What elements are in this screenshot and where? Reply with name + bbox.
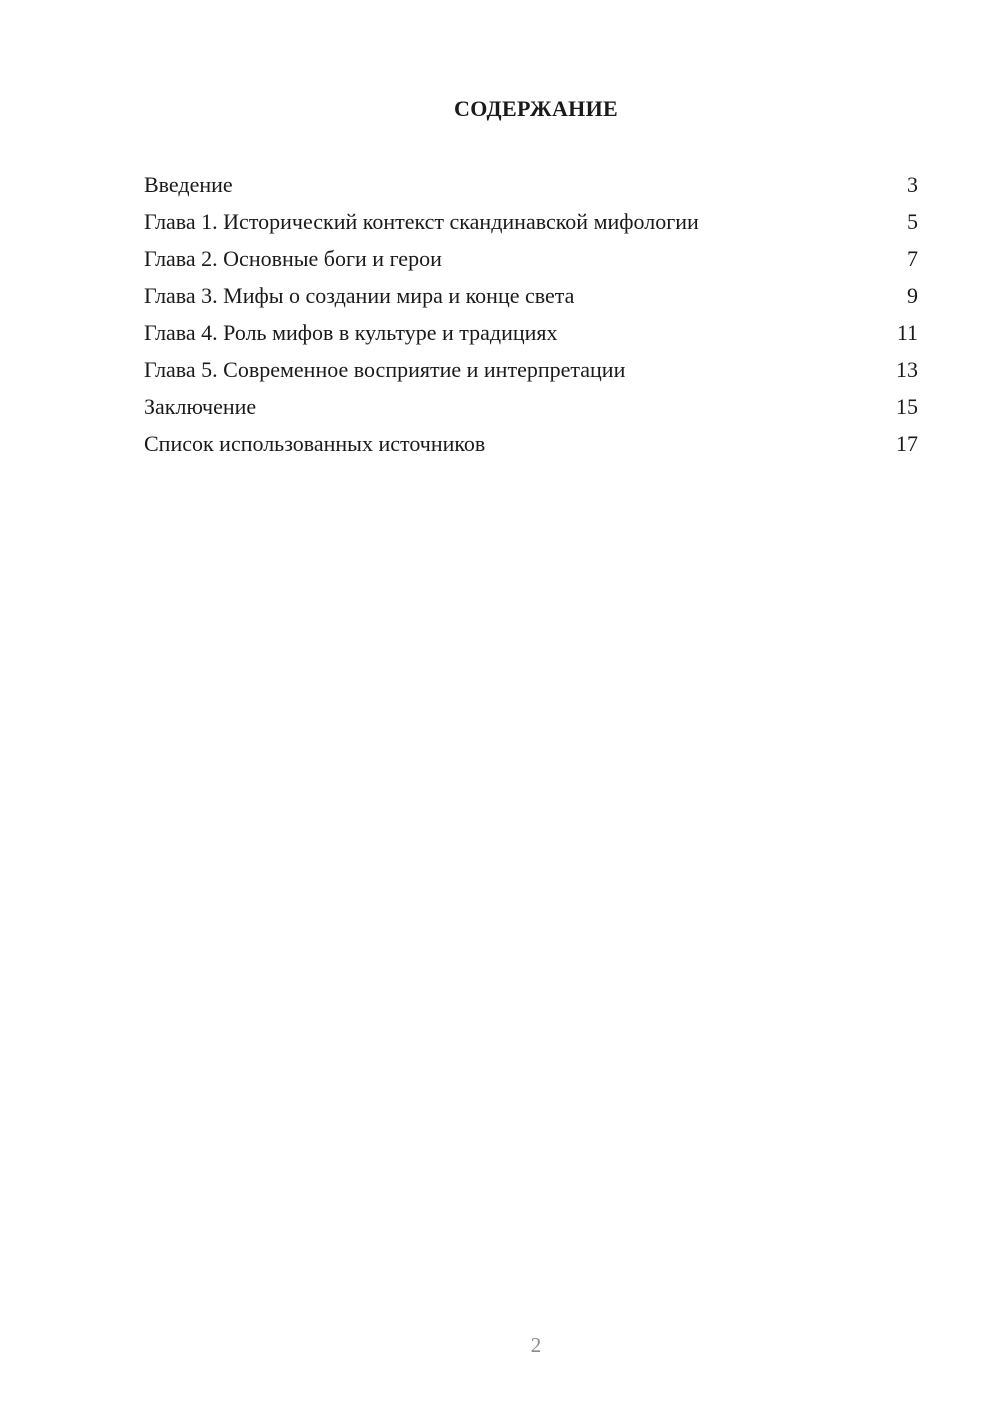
toc-entry-label: Глава 5. Современное восприятие и интерпретации — [144, 357, 626, 382]
toc-entry-label: Глава 3. Мифы о создании мира и конце света — [144, 283, 575, 308]
toc-entry-chapter-1 — [144, 207, 918, 244]
toc-entry-chapter-5 — [144, 355, 918, 392]
toc-entry-page: 3 — [907, 172, 918, 197]
toc-entry-label: Глава 4. Роль мифов в культуре и традициях — [144, 320, 558, 345]
toc-entry-page: 5 — [907, 209, 918, 234]
toc-entry-conclusion — [144, 392, 918, 429]
toc-entry-label: Список использованных источников — [144, 431, 486, 456]
toc-entry-page: 15 — [896, 394, 918, 419]
toc-entry-page: 11 — [896, 320, 918, 345]
toc-entry-page: 17 — [896, 431, 918, 456]
toc-entry-page: 13 — [896, 357, 918, 382]
toc-entry-label: Глава 1. Исторический контекст скандинавской мифологии — [144, 209, 699, 234]
toc-entry-chapter-2 — [144, 244, 918, 281]
toc-entry-label: Введение — [144, 172, 233, 197]
toc-entry-page: 9 — [907, 283, 918, 308]
toc-entry-label: Глава 2. Основные боги и герои — [144, 246, 442, 271]
page-title: СОДЕРЖАНИЕ — [454, 96, 618, 121]
toc-entry-introduction — [144, 170, 918, 207]
page-number: 2 — [530, 1333, 542, 1357]
toc-entry-references — [144, 429, 918, 466]
toc-entry-label: Заключение — [144, 394, 257, 419]
toc-entry-chapter-4 — [144, 318, 918, 355]
toc-entry-chapter-3 — [144, 281, 918, 318]
toc-entry-page: 7 — [907, 246, 918, 271]
table-of-contents — [144, 170, 918, 466]
